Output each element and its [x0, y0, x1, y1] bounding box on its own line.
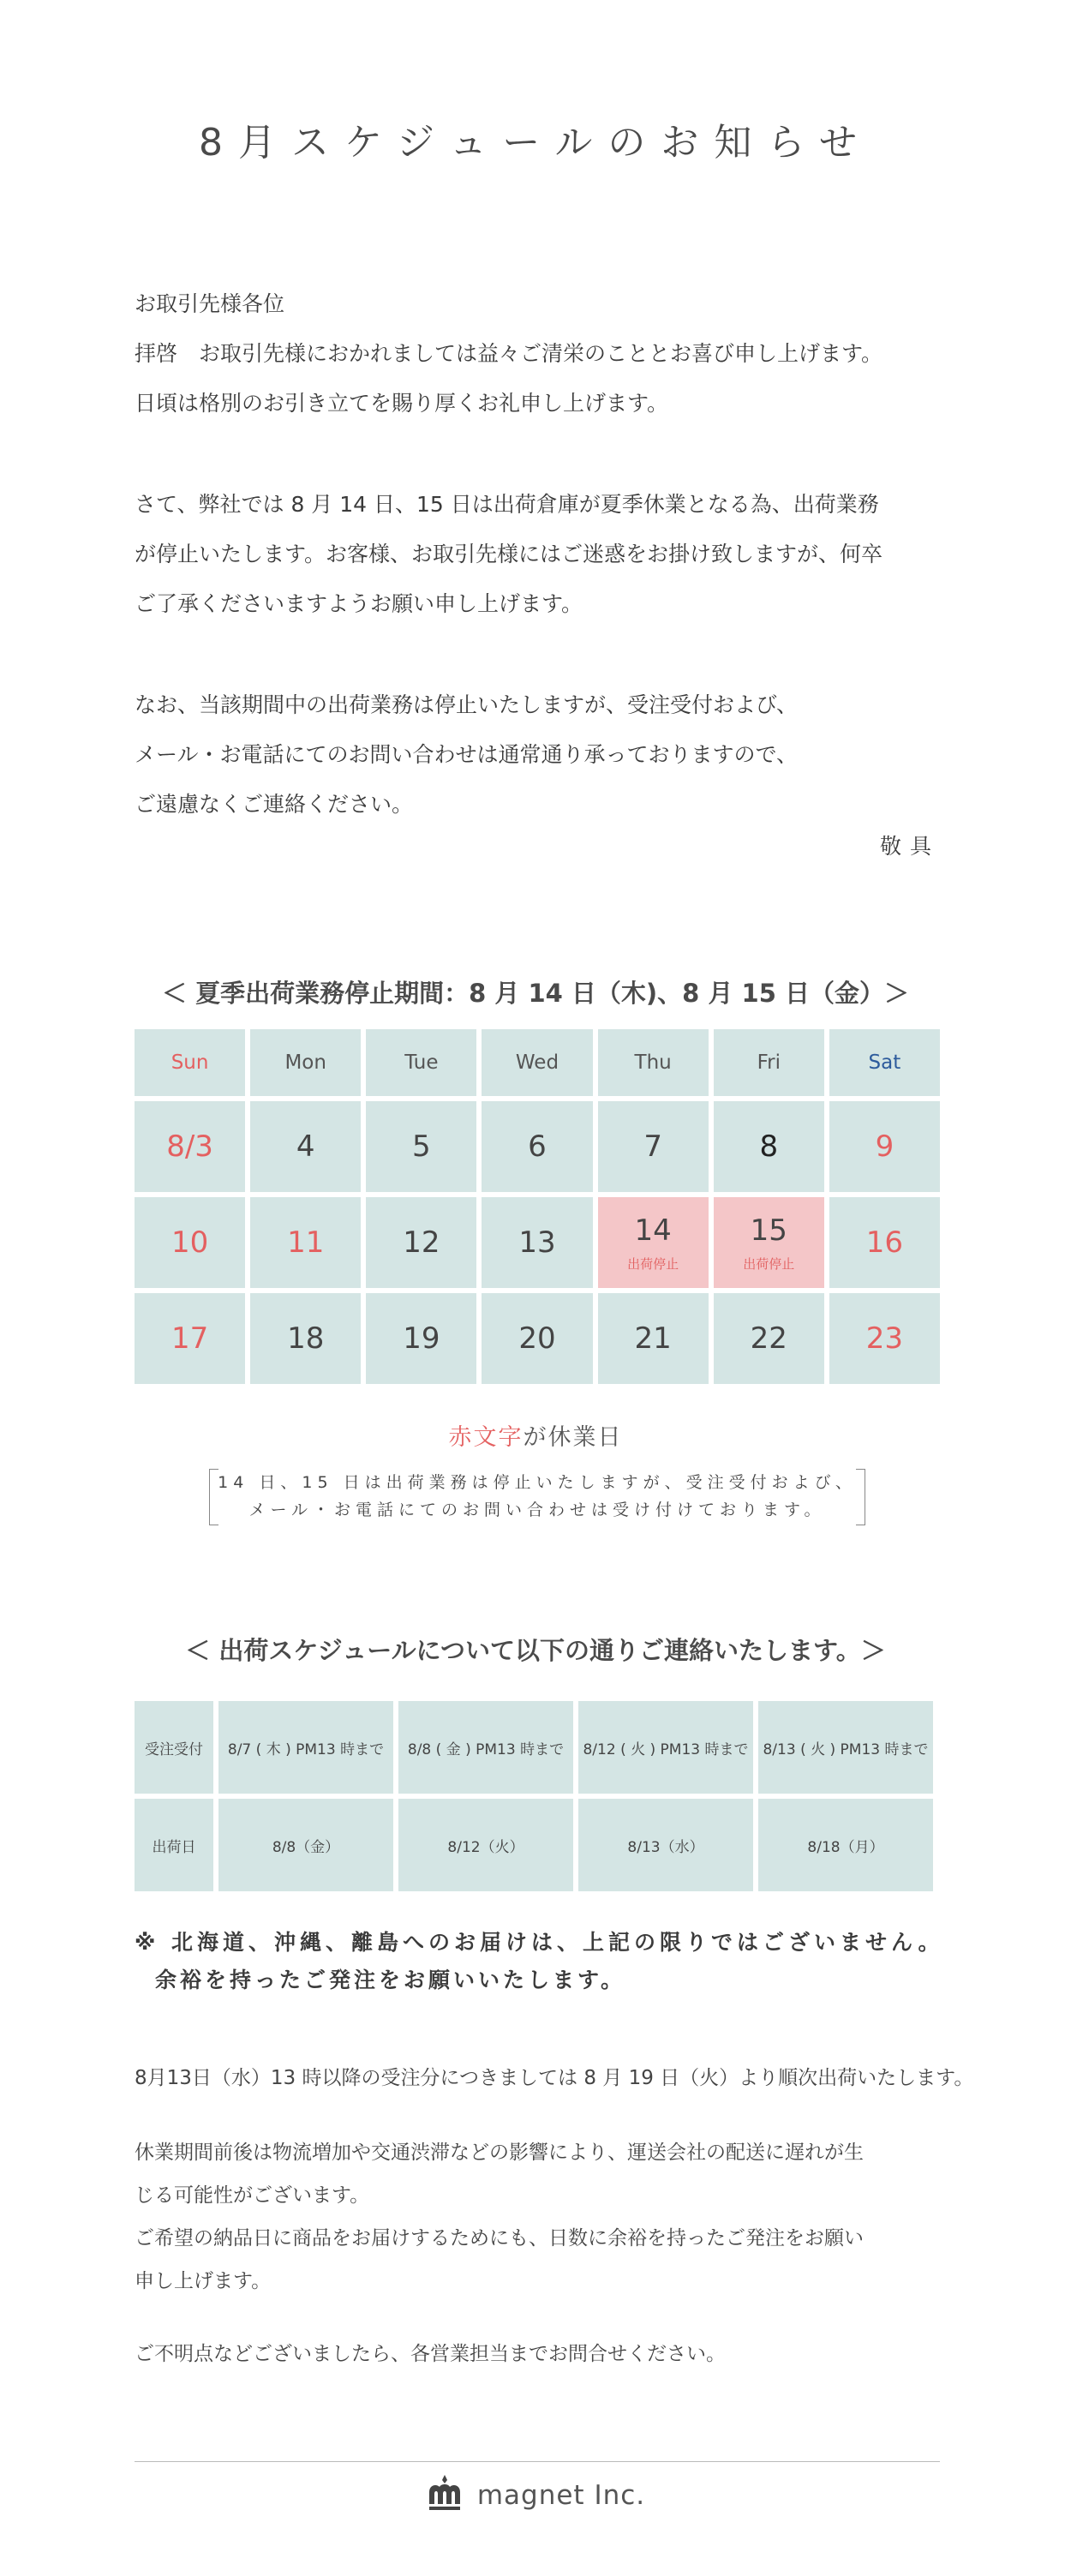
table-row: [135, 1701, 940, 1794]
reception-paragraph: [135, 680, 940, 830]
order-cutoff-cell: 8/7 ( 木 ) PM13 時まで: [218, 1701, 393, 1794]
calendar-day: [829, 1197, 940, 1288]
weekday-fri: Fri: [714, 1029, 824, 1096]
day-number: 6: [528, 1129, 547, 1164]
footer: [0, 2473, 1071, 2518]
day-number: 14: [634, 1213, 672, 1248]
calendar-day: [135, 1101, 245, 1192]
calendar: [135, 1029, 940, 1389]
calendar-day: [366, 1101, 476, 1192]
warning-line: 余裕を持ったご発注をお願いいたします。: [155, 1968, 626, 1992]
crown-m-logo-icon: [426, 2473, 464, 2518]
warning-line: ※ 北海道、沖縄、離島へのお届けは、上記の限りではございません。: [135, 1930, 944, 1955]
day-number: 13: [518, 1225, 556, 1260]
calendar-day: [714, 1293, 824, 1384]
day-number: 9: [875, 1129, 894, 1164]
info-line: 8月13日（水）13 時以降の受注分につきましては 8 月 19 日（火）より順次出荷いたします。: [135, 2067, 974, 2089]
calendar-day: [482, 1101, 592, 1192]
weekday-wed: Wed: [482, 1029, 592, 1096]
calendar-week-row: [135, 1101, 940, 1192]
greeting-paragraph: [135, 279, 940, 428]
calendar-week-row: [135, 1197, 940, 1288]
bracket-note-line: 14 日、15 日は出荷業務は停止いたしますが、受注受付および、: [218, 1473, 857, 1492]
greeting-line: 日頃は格別のお引き立てを賜り厚くお礼申し上げます。: [135, 391, 669, 416]
calendar-day: [829, 1101, 940, 1192]
ship-date-cell: 8/8（金）: [218, 1799, 393, 1891]
weekday-thu: Thu: [598, 1029, 709, 1096]
calendar-day: [829, 1293, 940, 1384]
day-number: 11: [287, 1225, 325, 1260]
order-cutoff-cell: 8/12 ( 火 ) PM13 時まで: [578, 1701, 753, 1794]
calendar-day: [250, 1293, 361, 1384]
day-number: 10: [171, 1225, 209, 1260]
calendar-day: [598, 1101, 709, 1192]
calendar-day: [714, 1101, 824, 1192]
ship-date-cell: 8/12（火）: [398, 1799, 573, 1891]
table-row: [135, 1799, 940, 1891]
notice-paragraph: [135, 480, 940, 629]
weekday-mon: Mon: [250, 1029, 361, 1096]
shipping-stopped-label: 出荷停止: [627, 1255, 679, 1272]
day-number: 18: [287, 1321, 325, 1356]
calendar-day-shipping-stopped: [714, 1197, 824, 1288]
reception-line: ご遠慮なくご連絡ください。: [135, 792, 414, 817]
day-number: 8: [759, 1129, 779, 1164]
shipping-stopped-label: 出荷停止: [743, 1255, 795, 1272]
day-number: 17: [171, 1321, 209, 1356]
day-number: 22: [750, 1321, 787, 1356]
day-number: 23: [865, 1321, 904, 1356]
day-number: 20: [518, 1321, 556, 1356]
day-number: 21: [634, 1321, 672, 1356]
weekday-sat: Sat: [829, 1029, 940, 1096]
calendar-day-shipping-stopped: [598, 1197, 709, 1288]
calendar-day: [482, 1197, 592, 1288]
company-name: magnet Inc.: [476, 2480, 646, 2511]
calendar-day: [250, 1197, 361, 1288]
greeting-line: お取引先様各位: [135, 291, 285, 316]
after-13-notice: [135, 2057, 974, 2100]
delay-notice: [135, 2131, 940, 2303]
weekday-sun: Sun: [135, 1029, 245, 1096]
weekday-tue: Tue: [366, 1029, 476, 1096]
bracket-note: [209, 1469, 865, 1524]
notice-line: ご了承くださいますようお願い申し上げます。: [135, 591, 583, 616]
day-number: 4: [296, 1129, 315, 1164]
info-line: 申し上げます。: [135, 2270, 272, 2292]
page-title: 8月スケジュールのお知らせ: [198, 121, 873, 165]
calendar-day: [366, 1197, 476, 1288]
order-cutoff-cell: 8/8 ( 金 ) PM13 時まで: [398, 1701, 573, 1794]
day-number: 8/3: [166, 1129, 213, 1164]
shipping-schedule-table: [135, 1701, 940, 1896]
contact-notice: [135, 2333, 940, 2375]
greeting-line: 拝啓 お取引先様におかれましては益々ご清栄のこととお喜び申し上げます。: [135, 341, 883, 366]
closing-remark: 敬具: [879, 834, 940, 859]
day-number: 12: [403, 1225, 440, 1260]
footer-divider: [135, 2461, 940, 2462]
notice-line: さて、弊社では 8 月 14 日、15 日は出荷倉庫が夏季休業となる為、出荷業務: [135, 492, 879, 517]
calendar-day: [250, 1101, 361, 1192]
calendar-day: [482, 1293, 592, 1384]
calendar-day: [598, 1293, 709, 1384]
day-number: 15: [750, 1213, 787, 1248]
calendar-legend: [0, 1418, 1071, 1452]
legend-red-word: 赤文字: [448, 1424, 524, 1451]
day-number: 19: [403, 1321, 440, 1356]
info-line: じる可能性がございます。: [135, 2184, 370, 2207]
ship-date-cell: 8/18（月）: [758, 1799, 933, 1891]
info-line: ご希望の納品日に商品をお届けするためにも、日数に余裕を持ったご発注をお願い: [135, 2227, 864, 2250]
delivery-warning: [135, 1924, 944, 1999]
calendar-day: [366, 1293, 476, 1384]
calendar-day: [135, 1293, 245, 1384]
row-label-order: 受注受付: [135, 1701, 213, 1794]
info-line: ご不明点などございましたら、各営業担当までお問合せください。: [135, 2343, 726, 2365]
row-label-ship: 出荷日: [135, 1799, 213, 1891]
day-number: 5: [412, 1129, 431, 1164]
reception-line: なお、当該期間中の出荷業務は停止いたしますが、受注受付および、: [135, 692, 799, 717]
calendar-day: [135, 1197, 245, 1288]
order-cutoff-cell: 8/13 ( 火 ) PM13 時まで: [758, 1701, 933, 1794]
ship-date-cell: 8/13（水）: [578, 1799, 753, 1891]
calendar-week-row: [135, 1293, 940, 1384]
day-number: 7: [643, 1129, 662, 1164]
legend-text: が休業日: [523, 1424, 623, 1451]
notice-line: が停止いたします。お客様、お取引先様にはご迷惑をお掛け致しますが、何卒: [135, 542, 883, 566]
reception-line: メール・お電話にてのお問い合わせは通常通り承っておりますので、: [135, 742, 799, 767]
info-line: 休業期間前後は物流増加や交通渋滞などの影響により、運送会社の配送に遅れが生: [135, 2142, 864, 2164]
calendar-title: ＜ 夏季出荷業務停止期間：8 月 14 日（木)、8 月 15 日（金）＞: [162, 979, 909, 1008]
day-number: 16: [865, 1225, 904, 1260]
calendar-weekday-row: [135, 1029, 940, 1096]
bracket-note-line: メール・お電話にてのお問い合わせは受け付けております。: [248, 1501, 826, 1519]
schedule-title: ＜ 出荷スケジュールについて以下の通りご連絡いたします。＞: [185, 1636, 886, 1665]
